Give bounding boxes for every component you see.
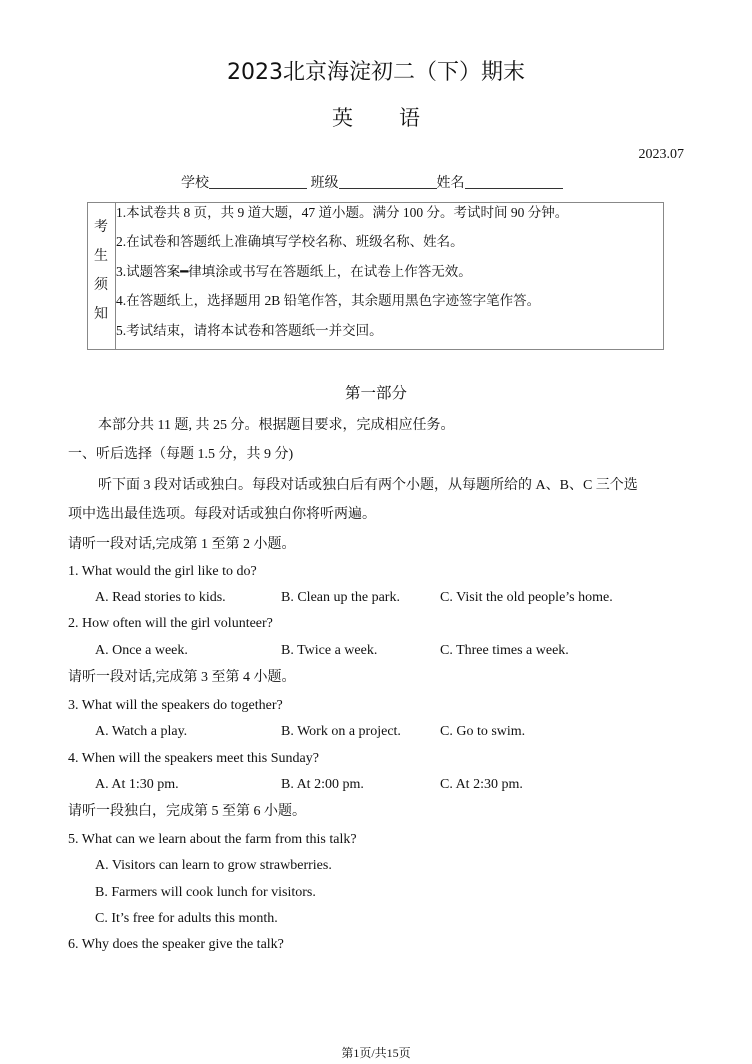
school-blank[interactable] [209, 174, 307, 189]
class-blank[interactable] [339, 174, 437, 189]
school-label: 学校 [181, 176, 209, 191]
notice-heading [88, 203, 116, 349]
option[interactable]: C. It’s free for adults this month. [95, 911, 278, 926]
notice-item: 5.考试结束，请将本试卷和答题纸一并交回。 [116, 323, 383, 338]
notice-item: 3.试题答案━律填涂或书写在答题纸上，在试卷上作答无效。 [116, 264, 472, 279]
group-prompt: 请听一段对话,完成第 3 至第 4 小题。 [68, 670, 296, 685]
notice-heading-char: 考 [94, 220, 108, 235]
subject-title [0, 103, 752, 133]
option[interactable]: A. Visitors can learn to grow strawberries. [95, 858, 332, 873]
part-intro: 本部分共 11 题, 共 25 分。根据题目要求，完成相应任务。 [98, 418, 455, 433]
page-number: 第1页/共15页 [341, 1046, 411, 1060]
option[interactable]: B. At 2:00 pm. [281, 777, 364, 792]
subject-char-1: 英 [332, 106, 353, 130]
question-stem: 3. What will the speakers do together? [68, 698, 283, 713]
notice-item: 4.在答题纸上，选择题用 2B 铅笔作答，其余题用黑色字迹签字笔作答。 [116, 293, 541, 308]
option[interactable]: B. Clean up the park. [281, 590, 400, 605]
class-label: 班级 [310, 176, 339, 191]
question-stem: 1. What would the girl like to do? [68, 564, 257, 579]
question-stem: 6. Why does the speaker give the talk? [68, 937, 284, 952]
option[interactable]: A. At 1:30 pm. [95, 777, 179, 792]
exam-date: 2023.07 [638, 147, 684, 162]
group-prompt: 请听一段独白，完成第 5 至第 6 小题。 [68, 804, 306, 819]
option[interactable]: B. Work on a project. [281, 724, 401, 739]
student-info-line [181, 174, 563, 193]
question-stem: 5. What can we learn about the farm from this talk? [68, 832, 357, 847]
section-title: 一、听后选择（每题 1.5 分，共 9 分) [68, 447, 294, 462]
name-blank[interactable] [465, 174, 563, 189]
notice-heading-char: 知 [94, 307, 108, 322]
exam-title: 2023北京海淀初二（下）期末 [227, 60, 525, 85]
option[interactable]: A. Read stories to kids. [95, 590, 226, 605]
option[interactable]: B. Twice a week. [281, 643, 378, 658]
name-label: 姓名 [436, 176, 465, 191]
option[interactable]: C. At 2:30 pm. [440, 777, 523, 792]
option[interactable]: B. Farmers will cook lunch for visitors. [95, 885, 316, 900]
instructions-line: 听下面 3 段对话或独白。每段对话或独白后有两个小题，从每题所给的 A、B、C 三个选 [98, 478, 638, 493]
notice-heading-char: 须 [94, 278, 108, 293]
option[interactable]: A. Watch a play. [95, 724, 188, 739]
option[interactable]: C. Visit the old people’s home. [440, 590, 613, 605]
notice-item: 1.本试卷共 8 页，共 9 道大题，47 道小题。满分 100 分。考试时间 90 分钟。 [116, 205, 569, 220]
part-title: 第一部分 [344, 384, 407, 402]
question-stem: 4. When will the speakers meet this Sunday? [68, 751, 319, 766]
option[interactable]: C. Go to swim. [440, 724, 526, 739]
option[interactable]: A. Once a week. [95, 643, 188, 658]
instructions-line: 项中选出最佳选项。每段对话或独白你将听两遍。 [68, 507, 376, 522]
option[interactable]: C. Three times a week. [440, 643, 569, 658]
exam-notice-table [87, 202, 664, 350]
subject-char-2: 语 [399, 106, 420, 130]
question-stem: 2. How often will the girl volunteer? [68, 616, 273, 631]
group-prompt: 请听一段对话,完成第 1 至第 2 小题。 [68, 537, 296, 552]
notice-item: 2.在试卷和答题纸上准确填写学校名称、班级名称、姓名。 [116, 234, 464, 249]
notice-heading-char: 生 [94, 249, 108, 264]
